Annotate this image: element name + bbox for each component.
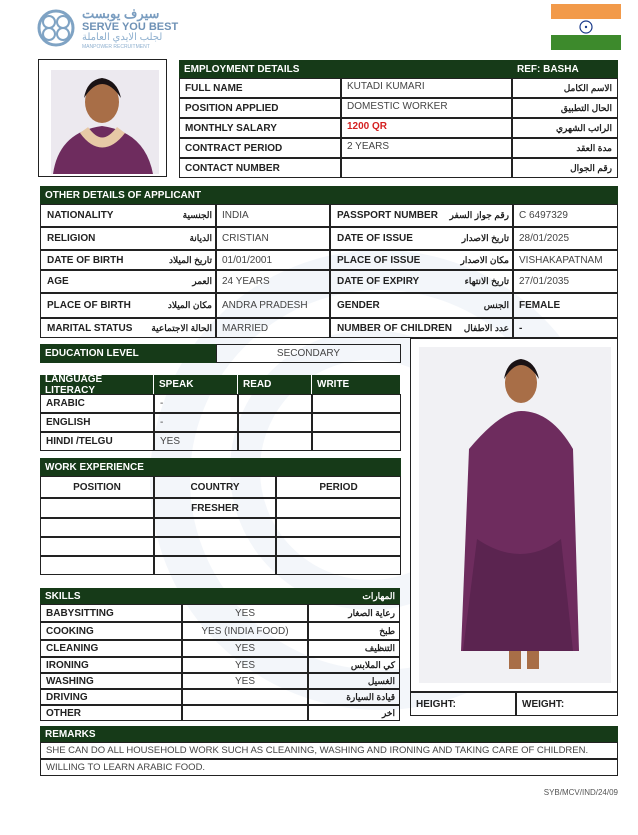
other-label2-arabic: الجنس [483, 300, 509, 310]
other-value2: - [513, 318, 618, 338]
language-speak: - [154, 394, 238, 413]
other-label: MARITAL STATUS [47, 322, 133, 334]
work-country [154, 556, 276, 575]
company-logo [36, 6, 186, 52]
skill-name: OTHER [40, 705, 182, 721]
other-value: INDIA [216, 204, 330, 227]
emp-arabic-label: مدة العقد [512, 138, 618, 158]
work-col-2: PERIOD [276, 476, 401, 498]
language-write [312, 413, 401, 432]
language-name: ENGLISH [40, 413, 154, 432]
skills-header-arabic: المهارات [240, 588, 400, 604]
logo-emblem-icon [36, 6, 76, 50]
emp-arabic-label: الحال التطبيق [512, 98, 618, 118]
other-label2: PLACE OF ISSUE [337, 254, 421, 266]
emp-arabic-label: الاسم الكامل [512, 78, 618, 98]
brand-sub: MANPOWER RECRUITMENT [82, 44, 150, 50]
work-period [276, 518, 401, 537]
other-label2-arabic: رقم جواز السفر [449, 210, 509, 220]
skill-arabic: كي الملابس [308, 657, 400, 673]
language-read [238, 394, 312, 413]
employment-table [179, 60, 618, 180]
emp-label: POSITION APPLIED [179, 98, 341, 118]
other-label: RELIGION [47, 233, 96, 244]
remarks-line-1: SHE CAN DO ALL HOUSEHOLD WORK SUCH AS CLEANING, WASHING AND IRONING AND TAKING CARE OF CHILDREN. [40, 742, 618, 759]
language-read [238, 413, 312, 432]
skill-name: CLEANING [40, 640, 182, 657]
skill-arabic: الغسيل [308, 673, 400, 689]
brand-name: SERVE YOU BEST [82, 21, 179, 33]
work-position [40, 498, 154, 518]
emp-label: CONTRACT PERIOD [179, 138, 341, 158]
emp-label: MONTHLY SALARY [179, 118, 341, 138]
skill-value: YES [182, 673, 308, 689]
other-value: 24 YEARS [216, 270, 330, 293]
work-country: FRESHER [154, 498, 276, 518]
language-header-2: READ [238, 375, 312, 394]
other-label-arabic: العمر [192, 276, 212, 286]
other-label2: GENDER [337, 300, 380, 311]
skill-arabic: التنظيف [308, 640, 400, 657]
weight-field: WEIGHT: [516, 692, 618, 716]
other-label: AGE [47, 276, 69, 287]
other-label-arabic: الحالة الاجتماعية [151, 322, 212, 333]
skill-arabic: قيادة السيارة [308, 689, 400, 705]
work-experience-header: WORK EXPERIENCE [40, 458, 220, 476]
emp-value: KUTADI KUMARI [341, 78, 512, 98]
other-label2: DATE OF ISSUE [337, 233, 413, 244]
other-label2: DATE OF EXPIRY [337, 276, 420, 287]
education-label: EDUCATION LEVEL [40, 344, 216, 363]
skill-arabic: اخر [308, 705, 400, 721]
other-label2: NUMBER OF CHILDREN [337, 322, 452, 334]
other-label2-arabic: تاريخ الاصدار [461, 233, 509, 243]
other-label2: PASSPORT NUMBER [337, 210, 438, 221]
other-value2: FEMALE [513, 293, 618, 318]
portrait-photo [38, 59, 167, 177]
other-value2: 27/01/2035 [513, 270, 618, 293]
work-period [276, 498, 401, 518]
india-flag [551, 4, 621, 50]
emp-arabic-label: الراتب الشهري [512, 118, 618, 138]
skill-value [182, 705, 308, 721]
other-value: ANDRA PRADESH [216, 293, 330, 318]
brand-arabic-sub: لجلب الايدي العاملة [82, 32, 163, 43]
work-experience-header-right [220, 458, 401, 476]
other-label2-arabic: مكان الاصدار [460, 254, 509, 265]
education-value: SECONDARY [216, 344, 401, 363]
skill-value [182, 689, 308, 705]
other-value2: 28/01/2025 [513, 227, 618, 250]
language-speak: - [154, 413, 238, 432]
skill-value: YES (INDIA FOOD) [182, 622, 308, 640]
language-write [312, 394, 401, 413]
other-label: NATIONALITY [47, 210, 114, 221]
language-header-3: WRITE [312, 375, 401, 394]
emp-value [341, 158, 512, 178]
chakra-icon [579, 20, 593, 34]
language-speak: YES [154, 432, 238, 451]
emp-label: FULL NAME [179, 78, 341, 98]
other-value: CRISTIAN [216, 227, 330, 250]
emp-value: 1200 QR [341, 118, 512, 138]
language-header-0: LANGUAGE LITERACY [40, 375, 154, 394]
skill-name: IRONING [40, 657, 182, 673]
work-country [154, 537, 276, 556]
skill-arabic: طبخ [308, 622, 400, 640]
work-position [40, 518, 154, 537]
language-read [238, 432, 312, 451]
work-country [154, 518, 276, 537]
emp-value: 2 YEARS [341, 138, 512, 158]
other-label2-arabic: تاريخ الانتهاء [464, 276, 509, 286]
employment-header: EMPLOYMENT DETAILS [179, 60, 512, 78]
language-name: ARABIC [40, 394, 154, 413]
remarks-header: REMARKS [40, 726, 618, 742]
other-label2-arabic: عدد الاطفال [463, 322, 509, 333]
other-value: MARRIED [216, 318, 330, 338]
other-details-header: OTHER DETAILS OF APPLICANT [40, 186, 330, 204]
brand-arabic: سيرف يوبست [82, 6, 160, 21]
skill-value: YES [182, 640, 308, 657]
language-header-1: SPEAK [154, 375, 238, 394]
work-period [276, 556, 401, 575]
skill-name: DRIVING [40, 689, 182, 705]
skill-value: YES [182, 604, 308, 622]
other-details-header-right [330, 186, 618, 204]
footer-code: SYB/MCV/IND/24/09 [543, 788, 618, 797]
full-body-photo [410, 338, 618, 692]
other-label: PLACE OF BIRTH [47, 300, 131, 311]
work-position [40, 556, 154, 575]
other-label: DATE OF BIRTH [47, 254, 124, 266]
skill-name: BABYSITTING [40, 604, 182, 622]
ref-label: REF: BASHA [512, 60, 618, 78]
skill-name: WASHING [40, 673, 182, 689]
other-label-arabic: مكان الميلاد [167, 300, 212, 310]
height-field: HEIGHT: [410, 692, 516, 716]
work-col-1: COUNTRY [154, 476, 276, 498]
emp-value: DOMESTIC WORKER [341, 98, 512, 118]
other-label-arabic: الجنسية [182, 210, 212, 220]
remarks-line-2: WILLING TO LEARN ARABIC FOOD. [40, 759, 618, 776]
emp-label: CONTACT NUMBER [179, 158, 341, 178]
skill-value: YES [182, 657, 308, 673]
language-name: HINDI /TELGU [40, 432, 154, 451]
other-value: 01/01/2001 [216, 250, 330, 270]
other-value2: C 6497329 [513, 204, 618, 227]
other-label-arabic: الديانة [189, 233, 212, 243]
language-write [312, 432, 401, 451]
work-period [276, 537, 401, 556]
work-position [40, 537, 154, 556]
skills-header: SKILLS [40, 588, 240, 604]
emp-arabic-label: رقم الجوال [512, 158, 618, 178]
skill-arabic: رعاية الصغار [308, 604, 400, 622]
other-value2: VISHAKAPATNAM [513, 250, 618, 270]
skill-name: COOKING [40, 622, 182, 640]
other-label-arabic: تاريخ الميلاد [169, 254, 212, 265]
work-col-0: POSITION [40, 476, 154, 498]
